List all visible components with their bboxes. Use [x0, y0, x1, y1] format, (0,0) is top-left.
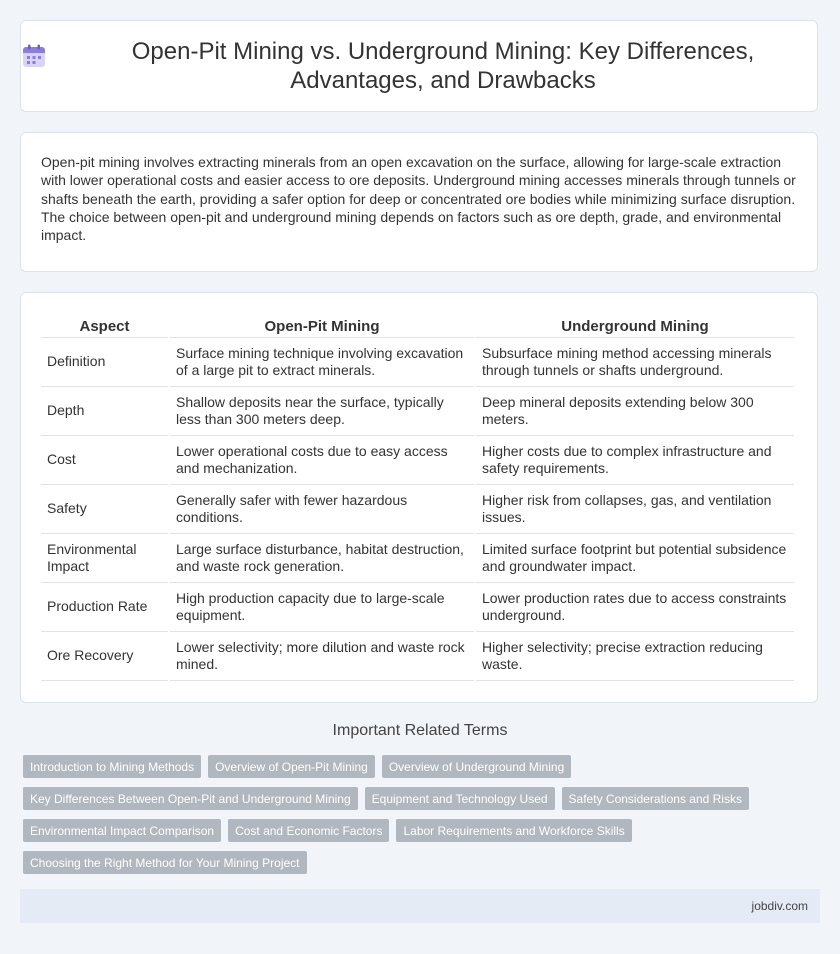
header-aspect: Aspect — [41, 315, 168, 338]
related-terms-title: Important Related Terms — [332, 722, 508, 739]
cell-aspect: Cost — [41, 436, 168, 485]
table-row — [41, 387, 794, 436]
related-term-tag[interactable]: Key Differences Between Open-Pit and Underground Mining — [23, 787, 358, 810]
related-term-tag[interactable]: Environmental Impact Comparison — [23, 819, 221, 842]
header-underground: Underground Mining — [476, 315, 794, 338]
page-title: Open-Pit Mining vs. Underground Mining: Key Differences, Advantages, and Drawbacks — [131, 38, 755, 94]
cell-open-pit: Lower selectivity; more dilution and waste rock mined. — [170, 632, 474, 681]
cell-aspect: Production Rate — [41, 583, 168, 632]
comparison-table-card — [20, 292, 818, 703]
cell-underground: Higher costs due to complex infrastructure and safety requirements. — [476, 436, 794, 485]
header-open-pit: Open-Pit Mining — [170, 315, 474, 338]
comparison-table — [39, 315, 796, 681]
cell-open-pit: Lower operational costs due to easy access and mechanization. — [170, 436, 474, 485]
cell-open-pit: Large surface disturbance, habitat destruction, and waste rock generation. — [170, 534, 474, 583]
cell-aspect: Environmental Impact — [41, 534, 168, 583]
related-term-tag[interactable]: Introduction to Mining Methods — [23, 755, 201, 778]
related-term-tag[interactable]: Overview of Underground Mining — [382, 755, 571, 778]
table-row — [41, 632, 794, 681]
table-row — [41, 485, 794, 534]
related-term-tag[interactable]: Overview of Open-Pit Mining — [208, 755, 375, 778]
cell-aspect: Ore Recovery — [41, 632, 168, 681]
intro-card — [20, 132, 818, 272]
intro-text: Open-pit mining involves extracting minerals from an open excavation on the surface, allowing for large-scale extraction with lower operational costs and easier access to ore deposits. Underground mining accesses minerals through tunnels or shafts beneath the earth, providing a safer option for deep or concentrated ore bodies while minimizing surface disruption. The choice between open-pit and underground mining depends on factors such as ore depth, grade, and environmental impact. — [41, 154, 796, 244]
related-term-tag[interactable]: Equipment and Technology Used — [365, 787, 555, 810]
cell-aspect: Depth — [41, 387, 168, 436]
cell-underground: Higher selectivity; precise extraction reducing waste. — [476, 632, 794, 681]
header-card — [20, 20, 818, 112]
cell-aspect: Safety — [41, 485, 168, 534]
title-wrap — [21, 37, 817, 95]
cell-underground: Limited surface footprint but potential subsidence and groundwater impact. — [476, 534, 794, 583]
cell-underground: Higher risk from collapses, gas, and ventilation issues. — [476, 485, 794, 534]
table-row — [41, 338, 794, 387]
cell-open-pit: Shallow deposits near the surface, typically less than 300 meters deep. — [170, 387, 474, 436]
cell-underground: Deep mineral deposits extending below 300 meters. — [476, 387, 794, 436]
cell-open-pit: Surface mining technique involving excavation of a large pit to extract minerals. — [170, 338, 474, 387]
table-row — [41, 534, 794, 583]
table-row — [41, 583, 794, 632]
footer-site-link[interactable]: jobdiv.com — [751, 899, 808, 913]
related-term-tag[interactable]: Choosing the Right Method for Your Mining Project — [23, 851, 307, 874]
cell-underground: Subsurface mining method accessing minerals through tunnels or shafts underground. — [476, 338, 794, 387]
cell-underground: Lower production rates due to access constraints underground. — [476, 583, 794, 632]
cell-open-pit: High production capacity due to large-scale equipment. — [170, 583, 474, 632]
related-term-tag[interactable]: Safety Considerations and Risks — [562, 787, 749, 810]
related-term-tag[interactable]: Cost and Economic Factors — [228, 819, 389, 842]
table-row — [41, 436, 794, 485]
related-term-tag[interactable]: Labor Requirements and Workforce Skills — [396, 819, 631, 842]
related-terms-list — [23, 755, 813, 874]
cell-aspect: Definition — [41, 338, 168, 387]
calendar-icon — [21, 43, 47, 69]
cell-open-pit: Generally safer with fewer hazardous conditions. — [170, 485, 474, 534]
table-header-row — [41, 315, 794, 338]
footer — [20, 889, 820, 923]
